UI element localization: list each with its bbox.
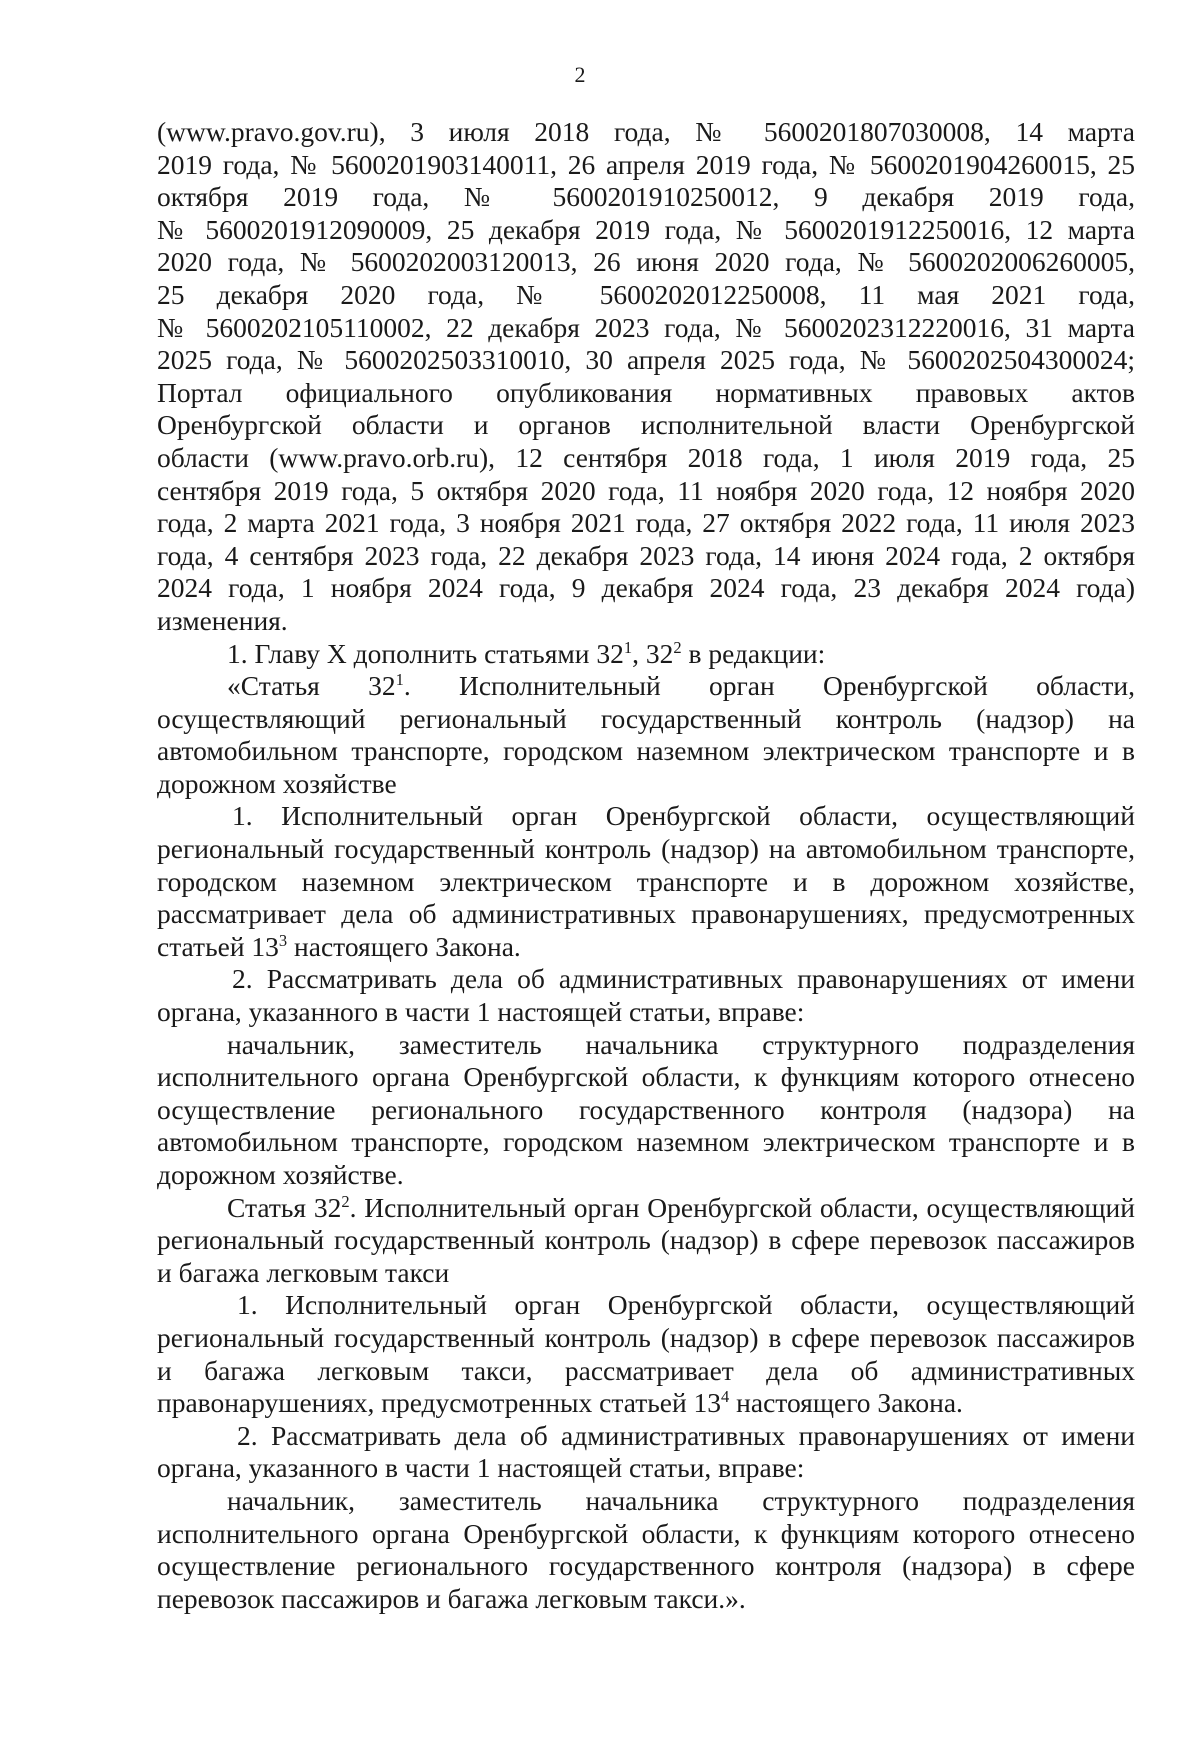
item1-mid: , 32 xyxy=(632,637,674,669)
article2-part1-sup: 4 xyxy=(721,1387,730,1407)
article-32-1-heading xyxy=(157,670,1135,800)
article2-part1-text: 1. Исполнительный орган Оренбургской области, осуществляющий региональный государственный контроль (надзор) в сфере перевозок пассажиров и багажа легковым такси, рассматривает дела об административных правонарушениях, предусмотренных статьей 13 xyxy=(157,1289,1135,1419)
article1-part1-end: настоящего Закона. xyxy=(287,930,521,962)
document-body xyxy=(157,116,1135,1615)
article1-part1-sup: 3 xyxy=(278,930,288,950)
article-32-2-part-2: 2. Рассматривать дела об административных правонарушениях от имени органа, указанного в части 1 настоящей статьи, вправе: xyxy=(157,1419,1135,1484)
intro-line: № 5600202105110002, 22 декабря 2023 года, № 5600202312220016, 31 марта xyxy=(157,311,1135,343)
intro-paragraph xyxy=(157,116,1135,638)
intro-line: 2019 года, № 5600201903140011, 26 апреля 2019 года, № 5600201904260015, 25 xyxy=(157,148,1135,180)
item1-after: в редакции: xyxy=(681,637,826,669)
intro-line: года, 4 сентября 2023 года, 22 декабря 2023 года, 14 июня 2024 года, 2 октября xyxy=(157,539,1135,571)
amendment-item-1 xyxy=(157,638,1135,671)
article2-prefix: Статья 32 xyxy=(227,1191,342,1223)
item1-sup-a: 1 xyxy=(623,637,633,657)
article2-sup: 2 xyxy=(341,1191,350,1211)
article-32-1-part-1 xyxy=(157,800,1135,963)
article1-part1-text: 1. Исполнительный орган Оренбургской области, осуществляющий региональный государственный контроль (надзор) на автомобильном транспорте, городском наземном электрическом транспорте и в дорожном хозяйстве, рассматривает дела об административных правонарушениях, предусмотренных статьей 13 xyxy=(157,800,1135,962)
intro-line: (www.pravo.gov.ru), 3 июля 2018 года, № 5600201807030008, 14 марта xyxy=(157,116,1135,147)
intro-line: 25 декабря 2020 года, № 5600202012250008, 11 мая 2021 года, xyxy=(157,278,1135,310)
intro-line: года, 2 марта 2021 года, 3 ноября 2021 года, 27 октября 2022 года, 11 июля 2023 xyxy=(157,507,1135,539)
intro-line: 2025 года, № 5600202503310010, 30 апреля 2025 года, № 5600202504300024; xyxy=(157,344,1135,376)
article1-prefix: «Статья 32 xyxy=(227,670,396,702)
article-32-1-part-2: 2. Рассматривать дела об административных правонарушениях от имени органа, указанного в части 1 настоящей статьи, вправе: xyxy=(157,963,1135,1028)
article1-title: . Исполнительный орган Оренбургской области, осуществляющий региональный государственный контроль (надзор) на автомобильном транспорте, городском наземном электрическом транспорте и в дорожном хозяйстве xyxy=(157,670,1135,799)
item1-sup-b: 2 xyxy=(673,637,682,657)
intro-line: 2020 года, № 5600202003120013, 26 июня 2020 года, № 5600202006260005, xyxy=(157,246,1135,278)
intro-line: № 5600201912090009, 25 декабря 2019 года, № 5600201912250016, 12 марта xyxy=(157,213,1135,245)
page-number: 2 xyxy=(574,62,586,87)
article-32-2-part-1 xyxy=(157,1289,1135,1419)
intro-line: области (www.pravo.orb.ru), 12 сентября 2018 года, 1 июля 2019 года, 25 xyxy=(157,441,1135,473)
item1-text: 1. Главу X дополнить статьями 32 xyxy=(227,637,624,669)
article1-sup: 1 xyxy=(395,670,404,690)
intro-line: изменения. xyxy=(157,604,288,636)
intro-line: Оренбургской области и органов исполнительной власти Оренбургской xyxy=(157,409,1135,441)
article-32-2-officials: начальник, заместитель начальника структурного подразделения исполнительного органа Оренбургской области, к функциям которого отнесено осуществление регионального государственного контроля (надзора) в сфере перевозок пассажиров и багажа легковым такси.». xyxy=(157,1484,1135,1614)
article2-part1-end: настоящего Закона. xyxy=(729,1387,963,1419)
intro-line: сентября 2019 года, 5 октября 2020 года, 11 ноября 2020 года, 12 ноября 2020 xyxy=(157,474,1135,506)
intro-line: октября 2019 года, № 5600201910250012, 9 декабря 2019 года, xyxy=(157,181,1135,213)
article2-title: . Исполнительный орган Оренбургской области, осуществляющий региональный государственный контроль (надзор) в сфере перевозок пассажиров и багажа легковым такси xyxy=(157,1191,1135,1288)
article-32-2-heading xyxy=(157,1192,1135,1290)
article-32-1-officials: начальник, заместитель начальника структурного подразделения исполнительного органа Оренбургской области, к функциям которого отнесено осуществление регионального государственного контроля (надзора) на автомобильном транспорте, городском наземном электрическом транспорте и в дорожном хозяйстве. xyxy=(157,1028,1135,1190)
intro-line: 2024 года, 1 ноября 2024 года, 9 декабря 2024 года, 23 декабря 2024 года) xyxy=(157,572,1135,604)
intro-line: Портал официального опубликования нормативных правовых актов xyxy=(157,376,1135,408)
